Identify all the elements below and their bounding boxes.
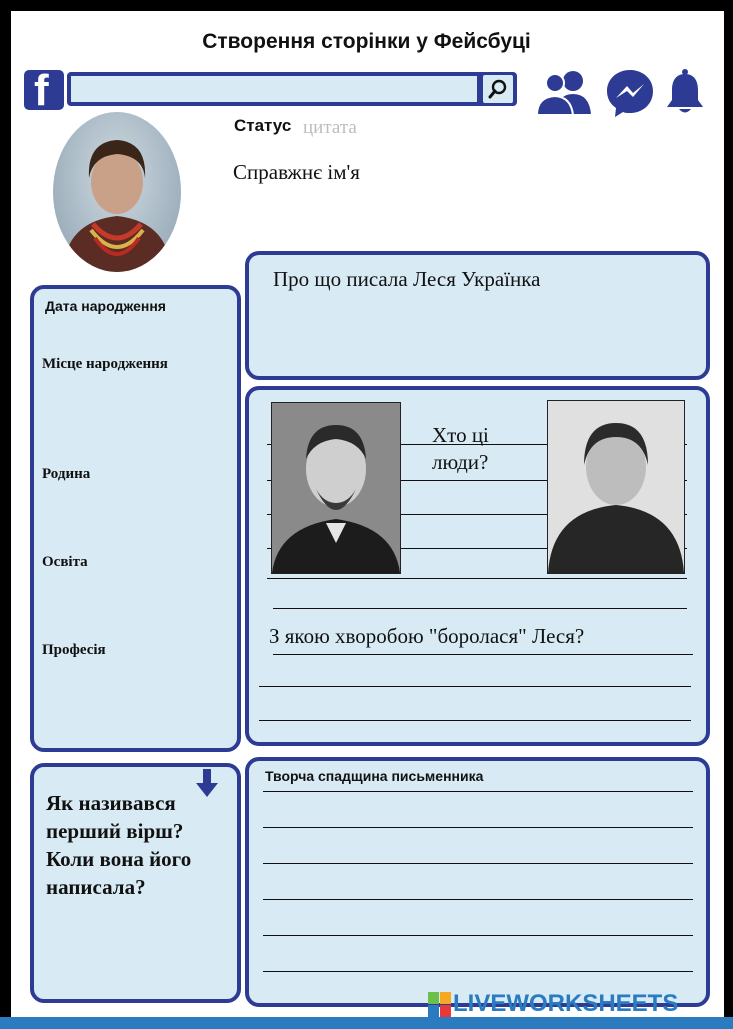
answer-line[interactable] xyxy=(267,578,687,579)
real-name-label: Справжнє ім'я xyxy=(233,160,360,184)
people-panel xyxy=(245,386,710,746)
illness-question: З якою хворобою "боролася" Леся? xyxy=(269,624,585,648)
education-label: Освіта xyxy=(42,554,88,570)
status-value[interactable]: цитата xyxy=(303,117,357,138)
legacy-panel xyxy=(245,757,710,1007)
answer-line[interactable] xyxy=(263,935,693,936)
page-title: Створення сторінки у Фейсбуці xyxy=(202,30,531,53)
search-bar xyxy=(67,72,517,106)
answer-line[interactable] xyxy=(259,720,691,721)
search-input[interactable] xyxy=(71,76,477,102)
facebook-logo-icon: f xyxy=(24,70,64,110)
first-poem-question: Як називався перший вірш? Коли вона його написала? xyxy=(46,791,192,899)
friends-icon[interactable] xyxy=(533,68,597,116)
portrait-man xyxy=(271,402,401,574)
info-panel xyxy=(30,285,241,752)
status-label: Статус xyxy=(234,116,292,135)
search-icon xyxy=(488,79,508,99)
search-button[interactable] xyxy=(483,75,513,103)
first-poem-panel xyxy=(30,763,241,1003)
legacy-title: Творча спадщина письменника xyxy=(265,768,484,784)
birth-date-label: Дата народження xyxy=(45,298,166,314)
answer-line[interactable] xyxy=(263,971,693,972)
answer-line[interactable] xyxy=(263,863,693,864)
family-label: Родина xyxy=(42,466,91,482)
answer-line[interactable] xyxy=(273,654,693,655)
who-question: Хто ці люди? xyxy=(432,423,489,474)
birth-place-label: Місце народження xyxy=(42,356,168,372)
answer-line[interactable] xyxy=(263,791,693,792)
portrait-woman xyxy=(547,400,685,574)
messenger-icon[interactable] xyxy=(605,68,655,118)
about-question: Про що писала Леся Українка xyxy=(273,267,541,291)
answer-line[interactable] xyxy=(263,899,693,900)
answer-line[interactable] xyxy=(259,686,691,687)
answer-line[interactable] xyxy=(263,827,693,828)
brand-text: LIVEWORKSHEETS xyxy=(453,990,679,1017)
liveworksheets-logo xyxy=(427,990,727,1020)
answer-line[interactable] xyxy=(273,608,687,609)
bell-icon[interactable] xyxy=(663,68,707,116)
about-panel xyxy=(245,251,710,380)
profession-label: Професія xyxy=(42,642,106,658)
profile-avatar xyxy=(53,112,181,272)
